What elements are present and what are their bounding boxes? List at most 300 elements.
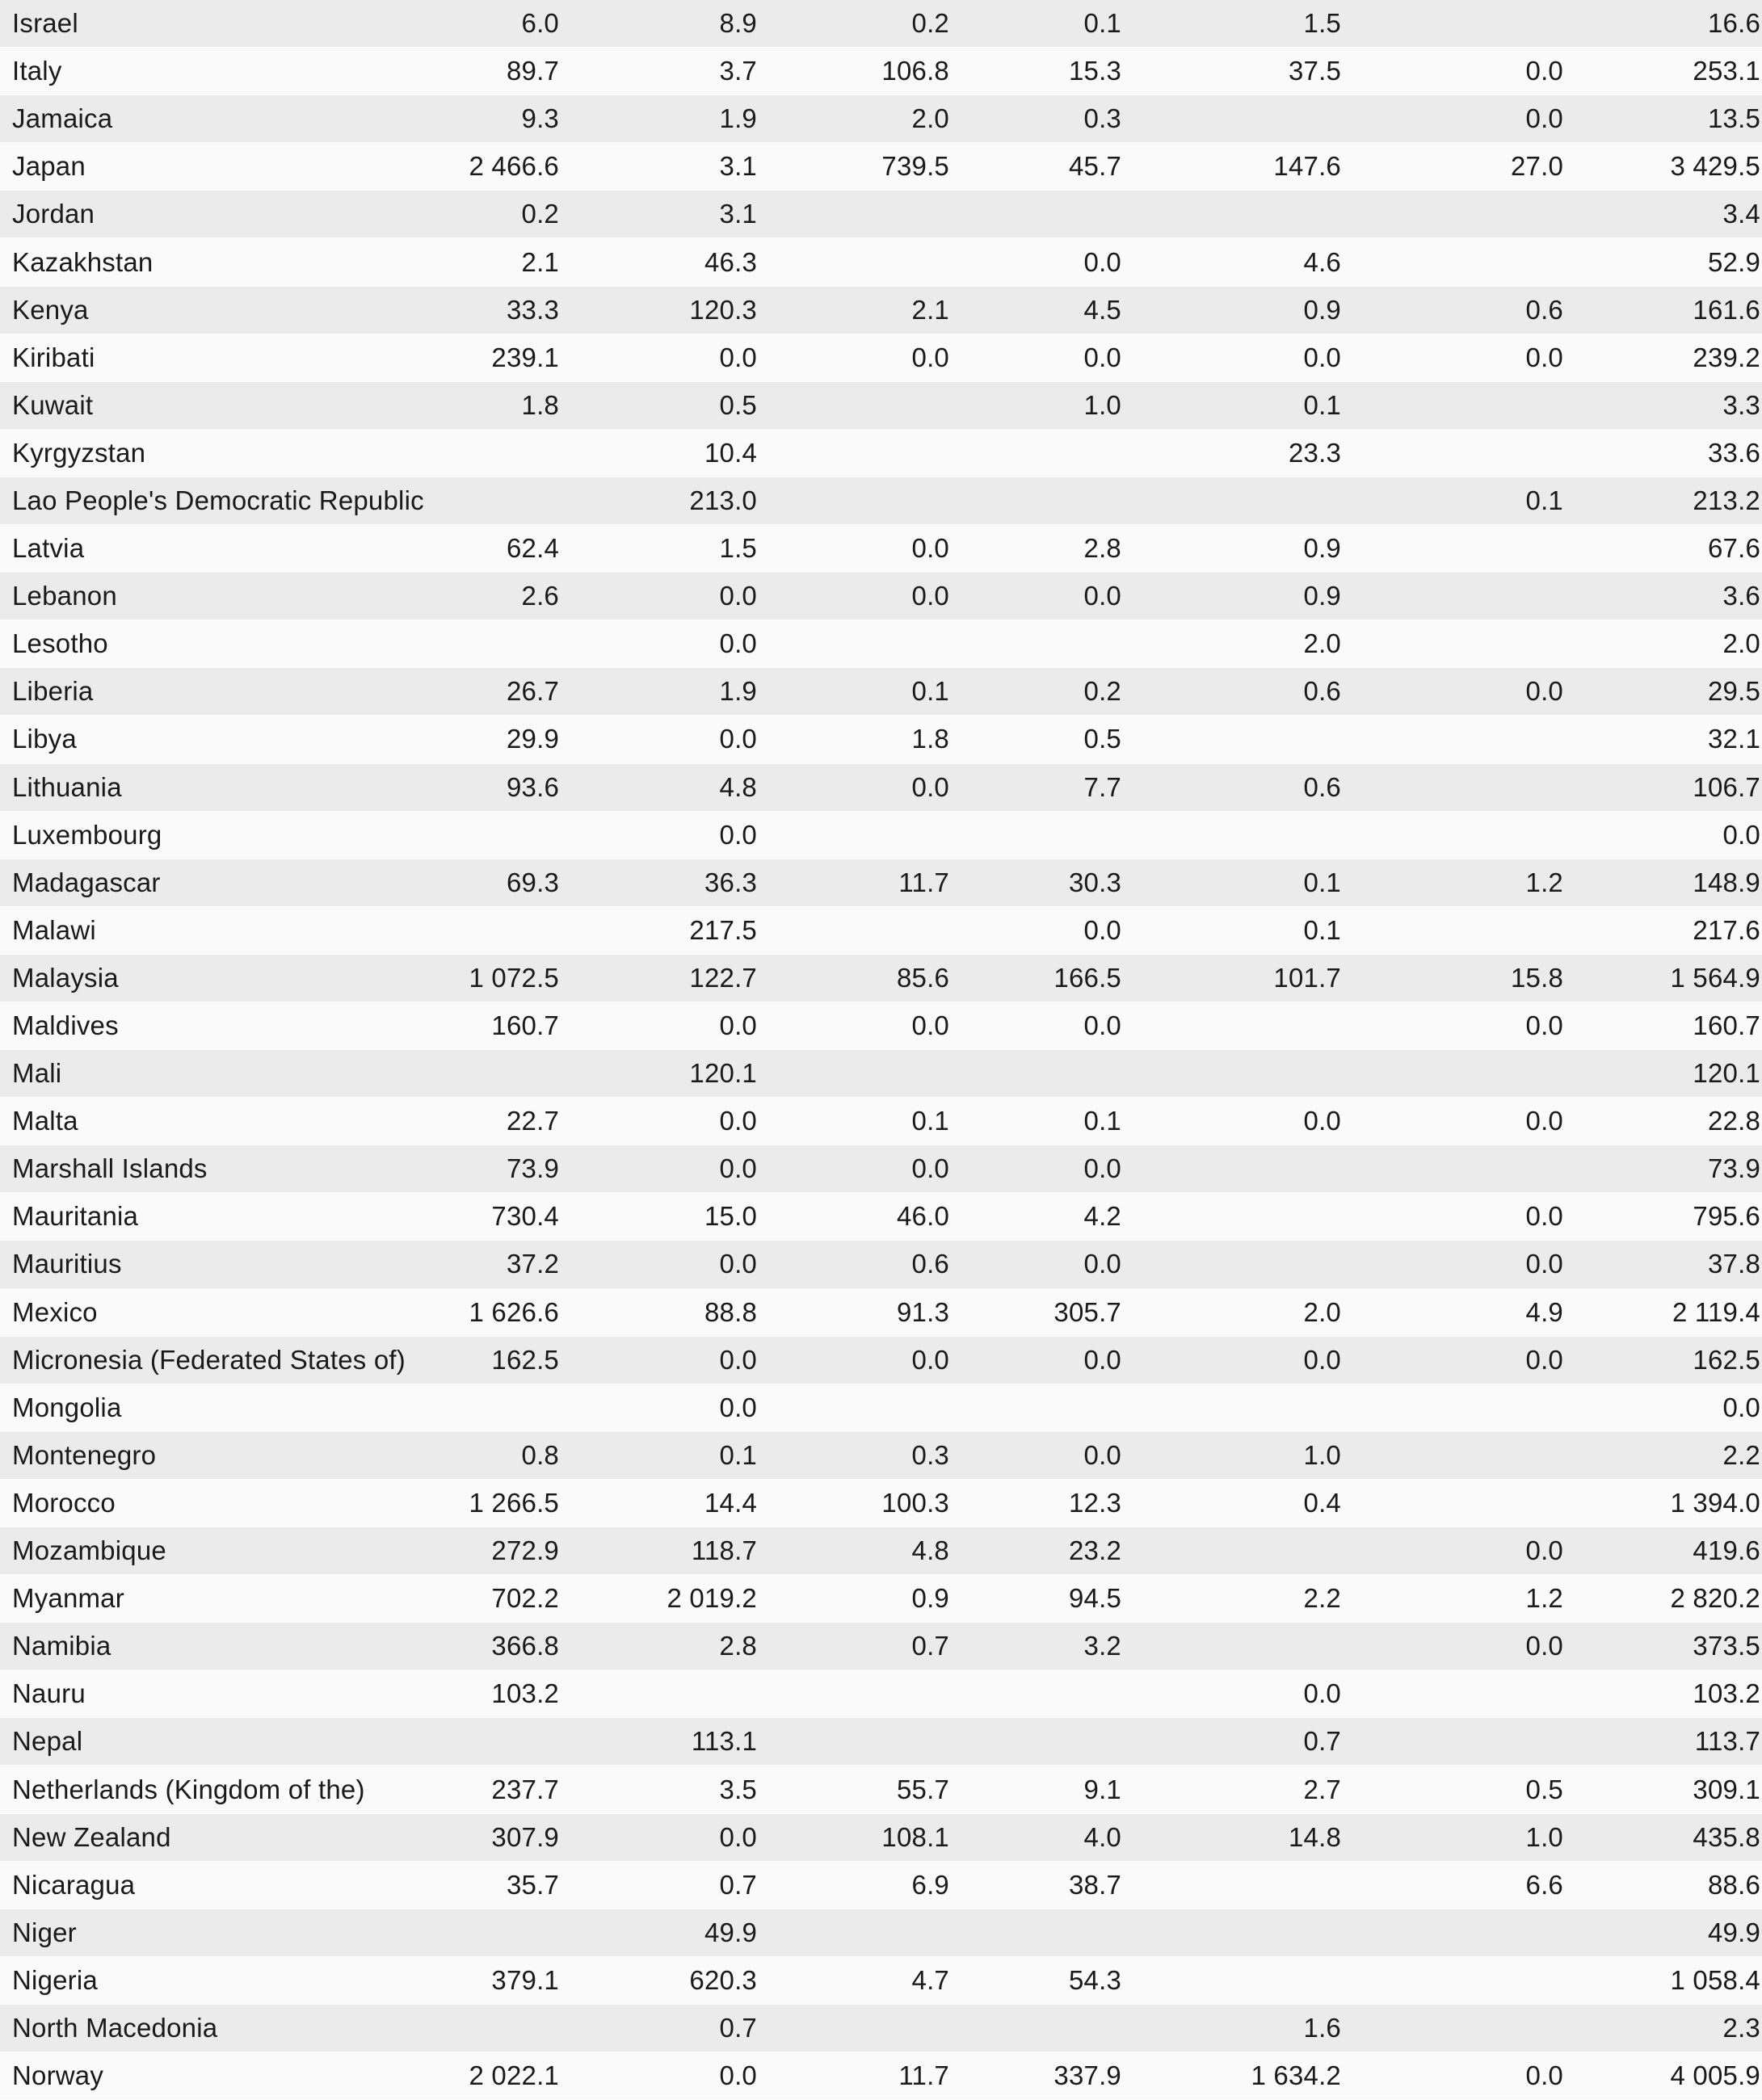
value-cell: 120.1 [689, 1058, 757, 1089]
value-cell: 15.8 [1510, 962, 1563, 993]
value-cell: 2.0 [1303, 628, 1341, 659]
value-cell: 52.9 [1707, 246, 1760, 277]
value-cell: 0.0 [1083, 1439, 1121, 1470]
value-cell: 213.2 [1693, 485, 1760, 515]
value-cell: 217.5 [689, 914, 757, 945]
value-cell: 33.6 [1707, 437, 1760, 468]
country-name-cell: Malaysia [12, 962, 119, 993]
value-cell: 366.8 [491, 1631, 559, 1661]
value-cell: 1.9 [719, 103, 757, 134]
value-cell: 0.8 [521, 1439, 559, 1470]
value-cell: 4.6 [1303, 246, 1341, 277]
value-cell: 1.6 [1303, 2012, 1341, 2043]
value-cell: 4.2 [1083, 1201, 1121, 1232]
country-name-cell: Marshall Islands [12, 1153, 208, 1184]
value-cell: 0.0 [911, 1153, 949, 1184]
value-cell: 122.7 [689, 962, 757, 993]
table-row [0, 1145, 1762, 1193]
value-cell: 2.1 [521, 246, 559, 277]
value-cell: 0.0 [719, 1153, 757, 1184]
table-row [0, 859, 1762, 907]
value-cell: 1.9 [719, 676, 757, 707]
table-row [0, 1623, 1762, 1670]
value-cell: 46.0 [896, 1201, 949, 1232]
table-row [0, 1909, 1762, 1957]
value-cell: 379.1 [491, 1964, 559, 1995]
value-cell: 55.7 [896, 1774, 949, 1804]
value-cell: 3.7 [719, 56, 757, 86]
table-row [0, 1527, 1762, 1575]
value-cell: 0.0 [911, 342, 949, 372]
country-name-cell: Madagascar [12, 867, 161, 897]
table-row [0, 143, 1762, 191]
value-cell: 22.8 [1707, 1106, 1760, 1136]
country-name-cell: Kuwait [12, 389, 94, 420]
value-cell: 435.8 [1693, 1821, 1760, 1852]
value-cell: 1 266.5 [469, 1487, 559, 1518]
value-cell: 160.7 [1693, 1010, 1760, 1041]
value-cell: 0.0 [719, 819, 757, 850]
table-row [0, 1957, 1762, 2005]
country-name-cell: Lithuania [12, 771, 122, 802]
value-cell: 2.3 [1722, 2012, 1760, 2043]
value-cell: 620.3 [689, 1964, 757, 1995]
value-cell: 2.8 [719, 1631, 757, 1661]
value-cell: 0.1 [1525, 485, 1563, 515]
country-name-cell: Italy [12, 56, 62, 86]
country-name-cell: Nepal [12, 1726, 83, 1757]
value-cell: 2 820.2 [1670, 1583, 1760, 1614]
value-cell: 0.0 [719, 342, 757, 372]
country-name-cell: Mauritius [12, 1249, 122, 1279]
country-name-cell: Myanmar [12, 1583, 124, 1614]
value-cell: 795.6 [1693, 1201, 1760, 1232]
value-cell: 33.3 [506, 294, 559, 325]
country-name-cell: Kazakhstan [12, 246, 153, 277]
value-cell: 3.3 [1722, 389, 1760, 420]
table-row [0, 1002, 1762, 1050]
value-cell: 67.6 [1707, 533, 1760, 564]
table-row [0, 1814, 1762, 1862]
value-cell: 0.0 [911, 581, 949, 611]
country-name-cell: Liberia [12, 676, 94, 707]
value-cell: 45.7 [1068, 151, 1121, 182]
country-name-cell: Lesotho [12, 628, 108, 659]
value-cell: 1 634.2 [1251, 2060, 1341, 2091]
value-cell: 38.7 [1068, 1869, 1121, 1900]
value-cell: 0.2 [911, 8, 949, 39]
value-cell: 3.6 [1722, 581, 1760, 611]
table-row [0, 1480, 1762, 1527]
value-cell: 69.3 [506, 867, 559, 897]
value-cell: 0.0 [1083, 1249, 1121, 1279]
country-name-cell: Japan [12, 151, 86, 182]
value-cell: 85.6 [896, 962, 949, 993]
value-cell: 0.0 [719, 1344, 757, 1375]
value-cell: 373.5 [1693, 1631, 1760, 1661]
value-cell: 1.0 [1303, 1439, 1341, 1470]
value-cell: 0.2 [521, 199, 559, 229]
value-cell: 0.0 [1083, 1010, 1121, 1041]
value-cell: 162.5 [1693, 1344, 1760, 1375]
country-name-cell: Lao People's Democratic Republic [12, 485, 424, 515]
value-cell: 2.1 [911, 294, 949, 325]
value-cell: 4.9 [1525, 1296, 1563, 1327]
value-cell: 2 019.2 [667, 1583, 757, 1614]
value-cell: 73.9 [506, 1153, 559, 1184]
value-cell: 3.1 [719, 151, 757, 182]
table-row [0, 1718, 1762, 1766]
table-row [0, 716, 1762, 763]
value-cell: 0.1 [1303, 389, 1341, 420]
table-row [0, 1289, 1762, 1337]
value-cell: 0.0 [719, 1010, 757, 1041]
value-cell: 2.6 [521, 581, 559, 611]
value-cell: 49.9 [704, 1917, 757, 1947]
value-cell: 0.0 [1303, 342, 1341, 372]
value-cell: 13.5 [1707, 103, 1760, 134]
value-cell: 305.7 [1053, 1296, 1121, 1327]
table-row [0, 95, 1762, 143]
value-cell: 739.5 [881, 151, 949, 182]
table-row [0, 2052, 1762, 2100]
value-cell: 9.1 [1083, 1774, 1121, 1804]
country-name-cell: Niger [12, 1917, 77, 1947]
value-cell: 2.2 [1722, 1439, 1760, 1470]
value-cell: 239.2 [1693, 342, 1760, 372]
country-name-cell: New Zealand [12, 1821, 171, 1852]
value-cell: 702.2 [491, 1583, 559, 1614]
country-name-cell: Luxembourg [12, 819, 162, 850]
country-name-cell: Mozambique [12, 1535, 166, 1566]
value-cell: 0.0 [1525, 1344, 1563, 1375]
value-cell: 0.0 [1525, 1010, 1563, 1041]
value-cell: 1.2 [1525, 1583, 1563, 1614]
value-cell: 0.0 [1525, 342, 1563, 372]
table-row [0, 430, 1762, 477]
value-cell: 0.0 [1083, 246, 1121, 277]
value-cell: 49.9 [1707, 1917, 1760, 1947]
table-row [0, 0, 1762, 48]
table-row [0, 2005, 1762, 2052]
value-cell: 113.7 [1694, 1726, 1760, 1757]
value-cell: 88.6 [1707, 1869, 1760, 1900]
value-cell: 217.6 [1693, 914, 1760, 945]
value-cell: 3.4 [1722, 199, 1760, 229]
value-cell: 309.1 [1693, 1774, 1760, 1804]
country-name-cell: Malta [12, 1106, 78, 1136]
value-cell: 37.8 [1707, 1249, 1760, 1279]
value-cell: 0.0 [1083, 342, 1121, 372]
country-name-cell: Netherlands (Kingdom of the) [12, 1774, 365, 1804]
value-cell: 272.9 [491, 1535, 559, 1566]
value-cell: 1.8 [521, 389, 559, 420]
country-name-cell: Morocco [12, 1487, 116, 1518]
value-cell: 37.5 [1288, 56, 1341, 86]
value-cell: 0.1 [1083, 1106, 1121, 1136]
table-row [0, 620, 1762, 668]
value-cell: 14.8 [1288, 1821, 1341, 1852]
value-cell: 0.0 [1083, 581, 1121, 611]
country-name-cell: Kyrgyzstan [12, 437, 146, 468]
value-cell: 1.5 [719, 533, 757, 564]
value-cell: 4.5 [1083, 294, 1121, 325]
country-name-cell: Malawi [12, 914, 96, 945]
table-row [0, 1575, 1762, 1623]
table-row [0, 1050, 1762, 1098]
value-cell: 1 072.5 [469, 962, 559, 993]
value-cell: 0.0 [1303, 1344, 1341, 1375]
value-cell: 0.7 [719, 2012, 757, 2043]
table-row [0, 1384, 1762, 1432]
value-cell: 2.8 [1083, 533, 1121, 564]
table-row [0, 238, 1762, 286]
value-cell: 11.7 [898, 867, 949, 897]
value-cell: 1.8 [911, 724, 949, 754]
value-cell: 91.3 [896, 1296, 949, 1327]
value-cell: 0.9 [1303, 294, 1341, 325]
value-cell: 4 005.9 [1670, 2060, 1760, 2091]
value-cell: 0.7 [911, 1631, 949, 1661]
value-cell: 118.7 [691, 1535, 757, 1566]
value-cell: 0.4 [1303, 1487, 1341, 1518]
value-cell: 2.0 [1303, 1296, 1341, 1327]
value-cell: 0.5 [1525, 1774, 1563, 1804]
value-cell: 1.5 [1303, 8, 1341, 39]
value-cell: 0.0 [1303, 1678, 1341, 1709]
country-name-cell: Nigeria [12, 1964, 98, 1995]
value-cell: 162.5 [491, 1344, 559, 1375]
value-cell: 88.8 [704, 1296, 757, 1327]
value-cell: 337.9 [1053, 2060, 1121, 2091]
value-cell: 0.0 [719, 1249, 757, 1279]
value-cell: 1 394.0 [1670, 1487, 1760, 1518]
table-row [0, 287, 1762, 334]
value-cell: 0.2 [1083, 676, 1121, 707]
value-cell: 0.1 [1303, 914, 1341, 945]
country-name-cell: Libya [12, 724, 77, 754]
value-cell: 27.0 [1510, 151, 1563, 182]
table-row [0, 477, 1762, 525]
value-cell: 0.5 [1083, 724, 1121, 754]
table-row [0, 764, 1762, 812]
country-name-cell: Jordan [12, 199, 95, 229]
value-cell: 148.9 [1693, 867, 1760, 897]
value-cell: 103.2 [491, 1678, 559, 1709]
value-cell: 160.7 [491, 1010, 559, 1041]
value-cell: 0.0 [1525, 1249, 1563, 1279]
country-name-cell: Jamaica [12, 103, 113, 134]
value-cell: 29.9 [506, 724, 559, 754]
value-cell: 0.0 [719, 1106, 757, 1136]
value-cell: 73.9 [1707, 1153, 1760, 1184]
table-row [0, 48, 1762, 95]
value-cell: 4.7 [911, 1964, 949, 1995]
value-cell: 23.3 [1288, 437, 1341, 468]
value-cell: 0.1 [719, 1439, 757, 1470]
value-cell: 26.7 [506, 676, 559, 707]
value-cell: 0.0 [1303, 1106, 1341, 1136]
value-cell: 6.6 [1525, 1869, 1563, 1900]
value-cell: 1.0 [1083, 389, 1121, 420]
value-cell: 4.8 [911, 1535, 949, 1566]
value-cell: 0.0 [1083, 1344, 1121, 1375]
value-cell: 1 058.4 [1670, 1964, 1760, 1995]
country-name-cell: Norway [12, 2060, 104, 2091]
value-cell: 100.3 [881, 1487, 949, 1518]
value-cell: 239.1 [491, 342, 559, 372]
value-cell: 103.2 [1693, 1678, 1760, 1709]
value-cell: 106.8 [881, 56, 949, 86]
value-cell: 0.1 [1083, 8, 1121, 39]
value-cell: 0.0 [911, 771, 949, 802]
value-cell: 3.1 [719, 199, 757, 229]
value-cell: 4.0 [1083, 1821, 1121, 1852]
country-name-cell: North Macedonia [12, 2012, 218, 2043]
table-row [0, 382, 1762, 430]
table-row [0, 1193, 1762, 1241]
value-cell: 161.6 [1693, 294, 1760, 325]
value-cell: 0.6 [1303, 676, 1341, 707]
value-cell: 1.2 [1525, 867, 1563, 897]
value-cell: 0.0 [1722, 819, 1760, 850]
value-cell: 147.6 [1273, 151, 1341, 182]
value-cell: 2.7 [1303, 1774, 1341, 1804]
value-cell: 120.3 [689, 294, 757, 325]
value-cell: 54.3 [1068, 1964, 1121, 1995]
value-cell: 113.1 [691, 1726, 757, 1757]
value-cell: 0.0 [1083, 914, 1121, 945]
country-name-cell: Mauritania [12, 1201, 139, 1232]
country-name-cell: Nicaragua [12, 1869, 136, 1900]
value-cell: 11.7 [898, 2060, 949, 2091]
value-cell: 0.0 [911, 1344, 949, 1375]
country-name-cell: Israel [12, 8, 78, 39]
value-cell: 120.1 [1693, 1058, 1760, 1089]
country-name-cell: Kiribati [12, 342, 95, 372]
value-cell: 32.1 [1707, 724, 1760, 754]
table-row [0, 334, 1762, 382]
value-cell: 730.4 [491, 1201, 559, 1232]
value-cell: 0.0 [719, 1392, 757, 1422]
value-cell: 3.2 [1083, 1631, 1121, 1661]
value-cell: 15.3 [1068, 56, 1121, 86]
value-cell: 0.9 [1303, 533, 1341, 564]
table-row [0, 573, 1762, 620]
country-name-cell: Namibia [12, 1631, 111, 1661]
value-cell: 36.3 [704, 867, 757, 897]
country-name-cell: Latvia [12, 533, 85, 564]
value-cell: 1.0 [1525, 1821, 1563, 1852]
value-cell: 0.0 [719, 724, 757, 754]
country-name-cell: Kenya [12, 294, 89, 325]
value-cell: 0.0 [1722, 1392, 1760, 1422]
value-cell: 4.8 [719, 771, 757, 802]
country-name-cell: Mexico [12, 1296, 98, 1327]
value-cell: 16.6 [1707, 8, 1760, 39]
value-cell: 46.3 [704, 246, 757, 277]
value-cell: 35.7 [506, 1869, 559, 1900]
table-row [0, 907, 1762, 955]
value-cell: 9.3 [521, 103, 559, 134]
value-cell: 0.0 [1525, 1201, 1563, 1232]
value-cell: 419.6 [1693, 1535, 1760, 1566]
value-cell: 29.5 [1707, 676, 1760, 707]
value-cell: 0.0 [1525, 2060, 1563, 2091]
value-cell: 6.9 [911, 1869, 949, 1900]
country-name-cell: Nauru [12, 1678, 86, 1709]
value-cell: 0.6 [1303, 771, 1341, 802]
value-cell: 106.7 [1693, 771, 1760, 802]
value-cell: 253.1 [1693, 56, 1760, 86]
value-cell: 0.3 [1083, 103, 1121, 134]
value-cell: 0.6 [1525, 294, 1563, 325]
value-cell: 0.0 [719, 628, 757, 659]
value-cell: 237.7 [491, 1774, 559, 1804]
value-cell: 0.0 [1525, 1106, 1563, 1136]
value-cell: 37.2 [506, 1249, 559, 1279]
country-name-cell: Mongolia [12, 1392, 122, 1422]
value-cell: 14.4 [704, 1487, 757, 1518]
value-cell: 12.3 [1068, 1487, 1121, 1518]
country-name-cell: Montenegro [12, 1439, 157, 1470]
table-row [0, 812, 1762, 859]
value-cell: 0.0 [1525, 676, 1563, 707]
value-cell: 0.1 [911, 1106, 949, 1136]
value-cell: 7.7 [1083, 771, 1121, 802]
value-cell: 93.6 [506, 771, 559, 802]
table-row [0, 1241, 1762, 1288]
value-cell: 23.2 [1068, 1535, 1121, 1566]
value-cell: 0.9 [911, 1583, 949, 1614]
table-row [0, 525, 1762, 573]
value-cell: 166.5 [1053, 962, 1121, 993]
table-row [0, 1432, 1762, 1480]
table-row [0, 1098, 1762, 1145]
value-cell: 2.2 [1303, 1583, 1341, 1614]
value-cell: 2 466.6 [469, 151, 559, 182]
value-cell: 15.0 [704, 1201, 757, 1232]
value-cell: 307.9 [491, 1821, 559, 1852]
value-cell: 10.4 [704, 437, 757, 468]
value-cell: 0.0 [719, 1821, 757, 1852]
country-name-cell: Lebanon [12, 581, 117, 611]
value-cell: 0.5 [719, 389, 757, 420]
value-cell: 3.5 [719, 1774, 757, 1804]
value-cell: 0.1 [1303, 867, 1341, 897]
value-cell: 2.0 [1722, 628, 1760, 659]
value-cell: 0.7 [719, 1869, 757, 1900]
table-row [0, 1766, 1762, 1813]
value-cell: 0.1 [911, 676, 949, 707]
value-cell: 0.0 [911, 533, 949, 564]
value-cell: 6.0 [521, 8, 559, 39]
value-cell: 101.7 [1273, 962, 1341, 993]
value-cell: 8.9 [719, 8, 757, 39]
value-cell: 1 626.6 [469, 1296, 559, 1327]
value-cell: 62.4 [506, 533, 559, 564]
value-cell: 1 564.9 [1670, 962, 1760, 993]
country-name-cell: Maldives [12, 1010, 119, 1041]
value-cell: 0.0 [911, 1010, 949, 1041]
country-name-cell: Micronesia (Federated States of) [12, 1344, 406, 1375]
value-cell: 89.7 [506, 56, 559, 86]
value-cell: 0.0 [719, 581, 757, 611]
value-cell: 108.1 [881, 1821, 949, 1852]
table-row [0, 955, 1762, 1002]
value-cell: 0.0 [1525, 56, 1563, 86]
value-cell: 94.5 [1068, 1583, 1121, 1614]
